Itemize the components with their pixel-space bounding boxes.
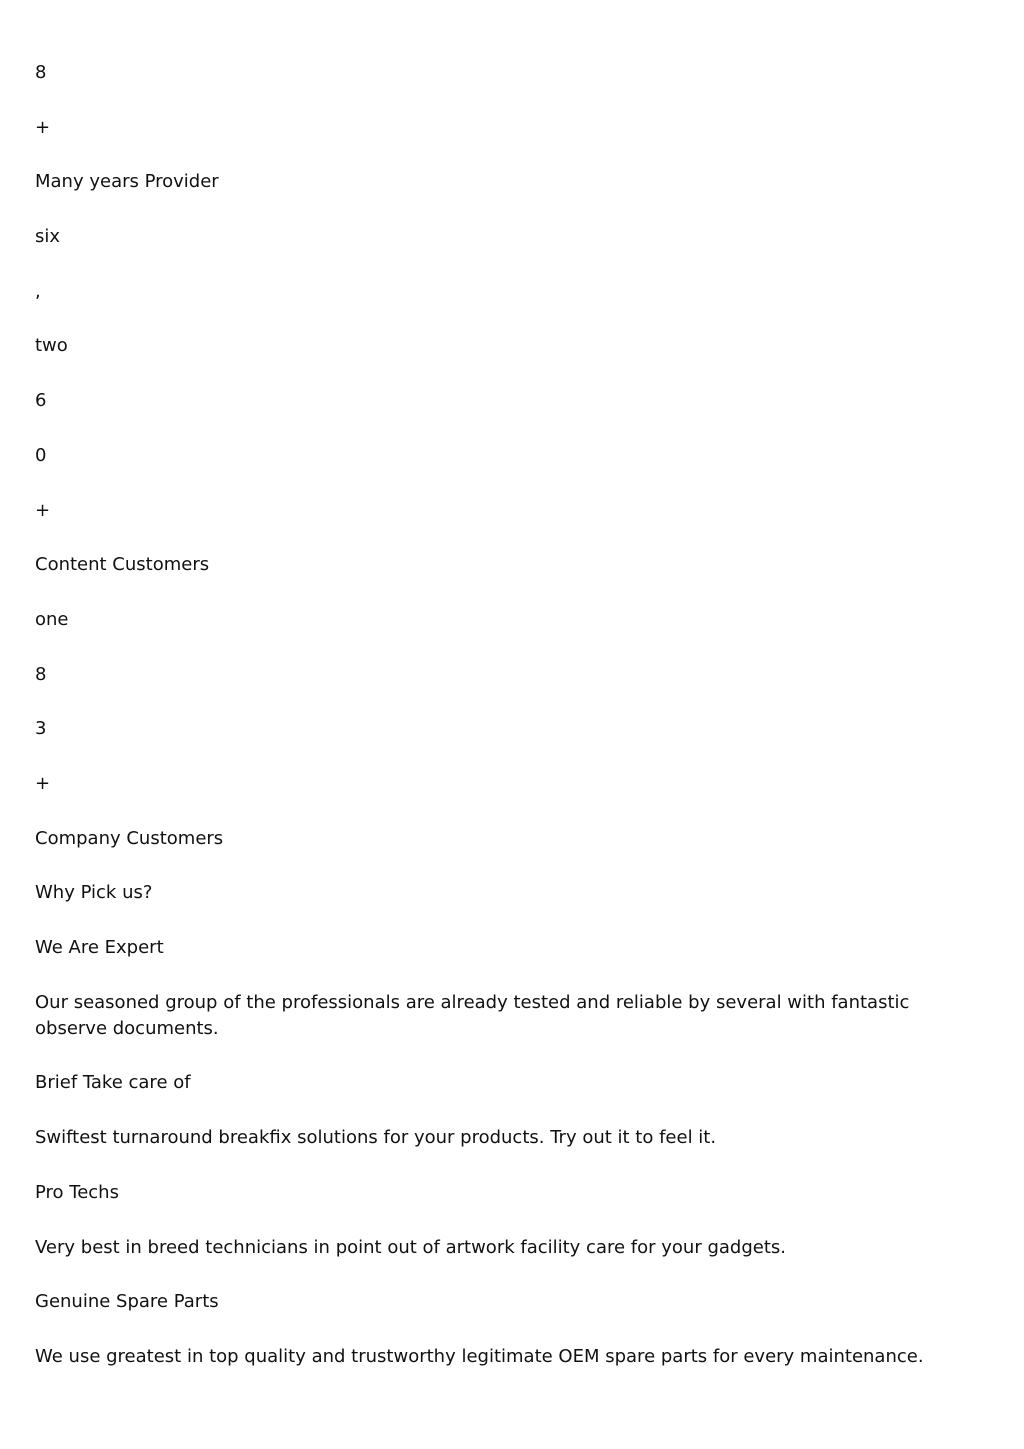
feature-parts-title: Genuine Spare Parts bbox=[35, 1291, 219, 1312]
stat-company-plus: + bbox=[35, 773, 51, 794]
stat-company-digit-3: 3 bbox=[35, 718, 47, 739]
feature-techs-text: Very best in breed technicians in point out of artwork facility care for your gadgets. bbox=[35, 1237, 786, 1258]
stat-content-label: Content Customers bbox=[35, 554, 210, 575]
feature-expert-text: Our seasoned group of the professionals are already tested and reliable by several with fantastic observe documents. bbox=[35, 992, 910, 1039]
stat-company-label: Company Customers bbox=[35, 828, 224, 849]
feature-expert-title: We Are Expert bbox=[35, 937, 164, 958]
stat-content-digit-4: 0 bbox=[35, 445, 47, 466]
stat-years-label: Many years Provider bbox=[35, 171, 219, 192]
feature-techs-title: Pro Techs bbox=[35, 1182, 119, 1203]
feature-care-text: Swiftest turnaround breakfix solutions for your products. Try out it to feel it. bbox=[35, 1127, 717, 1148]
stat-content-separator: , bbox=[35, 281, 41, 302]
feature-parts-text: We use greatest in top quality and trustworthy legitimate OEM spare parts for every maintenance. bbox=[35, 1346, 924, 1367]
stat-years-digit-1: 8 bbox=[35, 62, 47, 83]
stat-years-plus: + bbox=[35, 117, 51, 138]
stat-content-digit-1: six bbox=[35, 226, 61, 247]
stat-company-digit-2: 8 bbox=[35, 664, 47, 685]
stat-content-plus: + bbox=[35, 500, 51, 521]
stat-content-digit-3: 6 bbox=[35, 390, 47, 411]
stat-company-digit-1: one bbox=[35, 609, 69, 630]
stat-content-digit-2: two bbox=[35, 335, 68, 356]
feature-care-title: Brief Take care of bbox=[35, 1072, 191, 1093]
section-heading: Why Pick us? bbox=[35, 882, 153, 903]
